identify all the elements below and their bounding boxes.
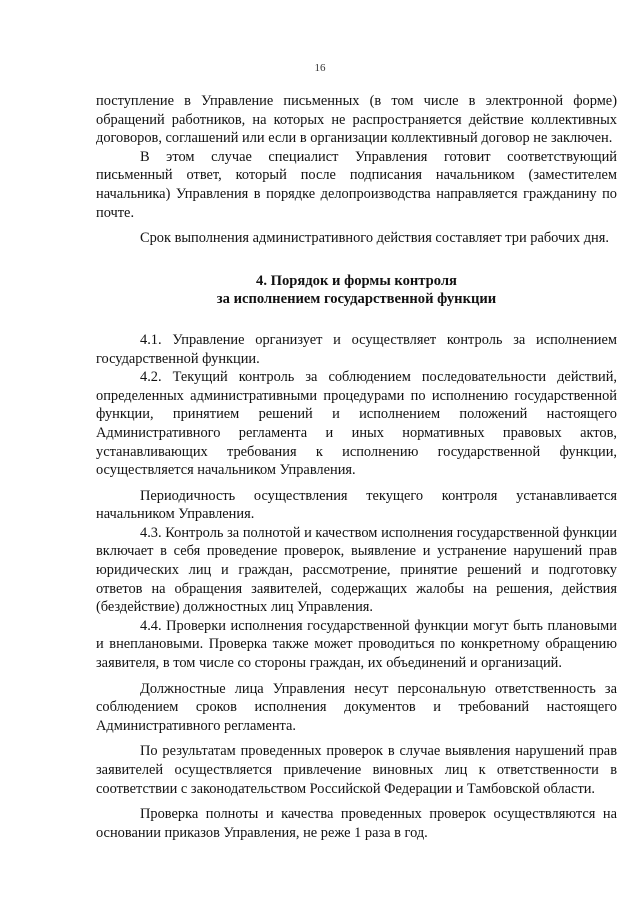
paragraph-4-2: 4.2. Текущий контроль за соблюдением последовательности действий, определенных административными процедурами по исполнению государственной функции, принятием решений и исполнением положений настоящего Административного регламента и иных нормативных правовых актов, устанавливающих требования к исполнению государственной функции, осуществляется начальником Управления. xyxy=(96,369,617,479)
section-heading-line-2: за исполнением государственной функции xyxy=(216,291,497,308)
page-number: 16 xyxy=(314,62,326,74)
paragraph-deadline: Срок выполнения административного действия составляет три рабочих дня. xyxy=(140,230,609,247)
paragraph-results: По результатам проведенных проверок в случае выявления нарушений прав заявителей осуществляется привлечение виновных лиц к ответственности в соответствии с законодательством Российской Федерации и Тамбовской области. xyxy=(96,743,617,797)
paragraph-continuation: поступление в Управление письменных (в том числе в электронной форме) обращений работников, на которых не распространяется действие коллективных договоров, соглашений или если в организации коллективный договор не заключен. xyxy=(96,93,617,147)
paragraph-periodicity: Периодичность осуществления текущего контроля устанавливается начальником Управления. xyxy=(96,487,617,523)
section-heading xyxy=(96,272,617,309)
paragraph-audit-frequency: Проверка полноты и качества проведенных проверок осуществляются на основании приказов Управления, не реже 1 раза в год. xyxy=(96,806,617,841)
paragraph-4-4: 4.4. Проверки исполнения государственной функции могут быть плановыми и внеплановыми. Проверка также может проводиться по конкретному обращению заявителя, в том числе со стороны граждан, их объединений и организаций. xyxy=(96,617,617,672)
paragraph-4-1: 4.1. Управление организует и осуществляет контроль за исполнением государственной функции. xyxy=(96,331,617,367)
paragraph-responsibility: Должностные лица Управления несут персональную ответственность за соблюдением сроков исполнения документов и требований настоящего Административного регламента. xyxy=(96,680,617,734)
document-body xyxy=(96,92,617,842)
paragraph-specialist-reply: В этом случае специалист Управления готовит соответствующий письменный ответ, который после подписания начальником (заместителем начальника) Управления в порядке делопроизводства направляется гражданину по почте. xyxy=(96,148,617,221)
paragraph-4-3: 4.3. Контроль за полнотой и качеством исполнения государственной функции включает в себя проведение проверок, выявление и устранение нарушений прав юридических лиц и граждан, рассмотрение, принятие решений и подготовку ответов на обращения заявителей, содержащих жалобы на решения, действия (бездействие) должностных лиц Управления. xyxy=(96,524,617,616)
section-heading-line-1: 4. Порядок и формы контроля xyxy=(256,272,457,289)
